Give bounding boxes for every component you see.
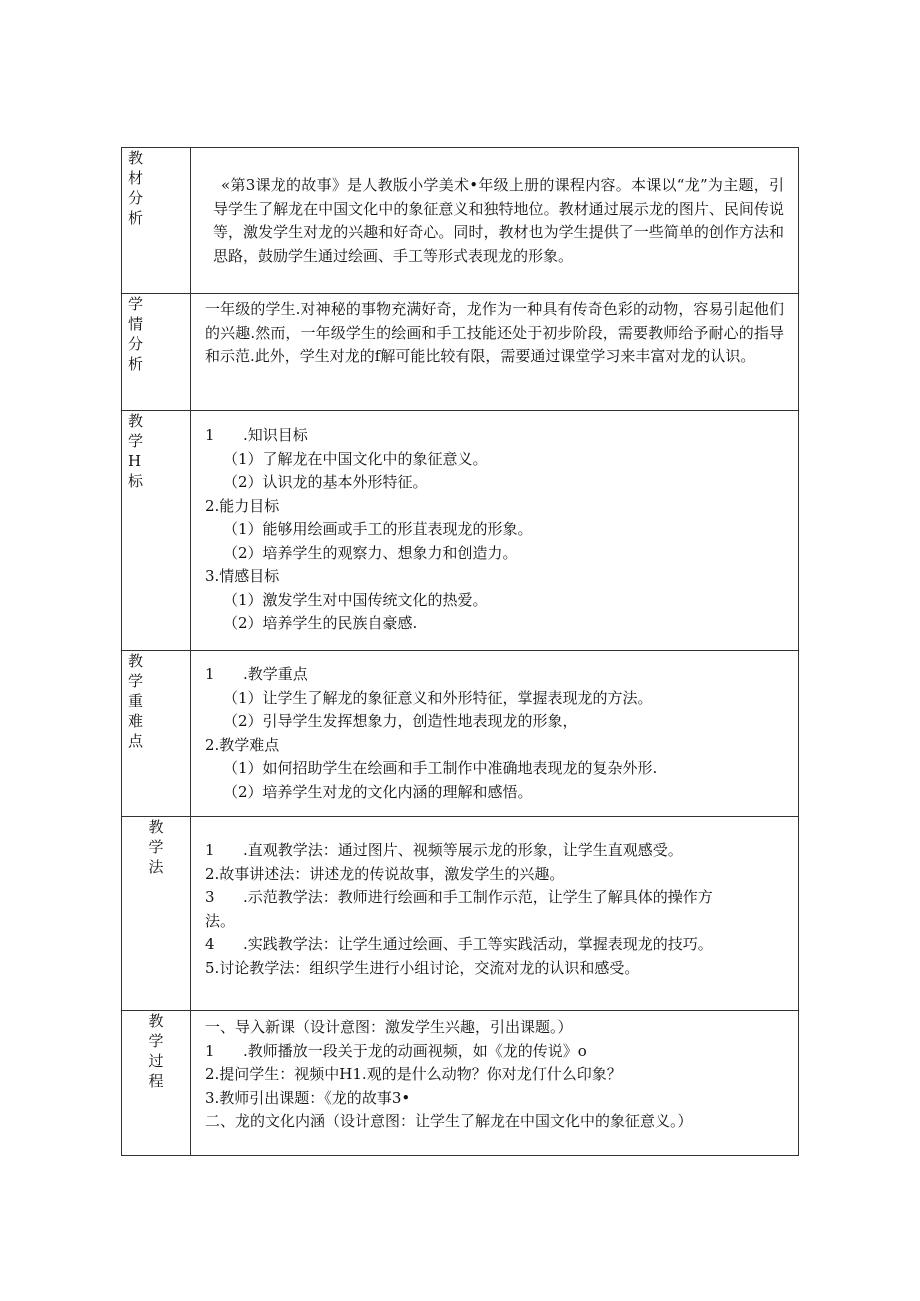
label-char: 教 [148, 818, 164, 836]
student-analysis-text: 一年级的学生.对神秘的事物充满好奇，龙作为一种具有传奇色彩的动物，容易引起他们的兴趣.然而，一年级学生的绘画和手工技能还处于初步阶段，需要教师给予耐心的指导和示范.此外，学生对龙的f解可能比较有限，需要通过课堂学习来丰富对龙的认识。 [205, 300, 784, 365]
label-char: 点 [128, 732, 144, 750]
label-char: 程 [148, 1072, 164, 1090]
method-item-continuation: 法。 [205, 911, 236, 930]
label-char: 学 [148, 838, 164, 856]
keypoint-item: （1）如何招助学生在绘画和手工制作中准确地表现龙的复杂外形. [223, 759, 658, 777]
label-char: 析 [128, 355, 144, 373]
objective-item: （2）培养学生的民族自豪感. [223, 614, 418, 632]
row-content-keypoints [191, 651, 799, 817]
row-content-process [191, 1011, 799, 1156]
label-char: 重 [128, 692, 144, 710]
row-content-objectives [191, 411, 799, 651]
objective-heading: 3.情感目标 [205, 567, 280, 585]
label-char: 教 [128, 652, 144, 670]
row-label-process [122, 1011, 191, 1156]
label-char: 学 [128, 432, 144, 450]
label-char: 分 [128, 189, 144, 207]
label-char: H [128, 452, 142, 470]
label-char: 难 [128, 712, 144, 730]
label-char: 分 [128, 335, 144, 353]
row-label-keypoints [122, 651, 191, 817]
keypoint-item: （1）让学生了解龙的象征意义和外形特征，掌握表现龙的方法。 [223, 688, 653, 707]
objective-item: （1）激发学生对中国传统文化的热爱。 [223, 590, 488, 609]
row-content-students [191, 294, 799, 411]
table-row-methods [122, 817, 799, 1011]
keypoint-heading: 2.教学难点 [205, 735, 280, 754]
label-char: 过 [148, 1052, 164, 1070]
method-item: 3 .示范教学法：教师进行绘画和手工制作示范，让学生了解具体的操作方 [205, 888, 713, 906]
process-step: 1 .教师播放一段关于龙的动画视频，如《龙的传说》o [205, 1041, 587, 1060]
table-row-keypoints [122, 651, 799, 817]
process-section-heading: 一、导入新课（设计意图：激发学生兴趣，引出课题。） [205, 1018, 573, 1036]
objective-heading: 1 .知识目标 [205, 426, 308, 444]
row-label-students [122, 294, 191, 411]
label-char: 标 [128, 472, 144, 490]
row-label-objectives [122, 411, 191, 651]
objective-heading: 2.能力目标 [205, 496, 280, 515]
label-char: 教 [148, 1012, 164, 1030]
method-item: 4 .实践教学法：让学生通过绘画、手工等实践活动，掌握表现龙的技巧。 [205, 935, 713, 953]
table-row-process [122, 1011, 799, 1156]
row-label-methods [122, 817, 191, 1011]
label-char: 教 [128, 149, 144, 167]
method-item: 1 .直观教学法：通过图片、视频等展示龙的形象，让学生直观感受。 [205, 841, 683, 859]
keypoint-item: （2）培养学生对龙的文化内涵的理解和感悟。 [223, 782, 533, 801]
table-row-students [122, 294, 799, 411]
row-content-material [191, 148, 799, 294]
label-char: 情 [128, 315, 144, 333]
row-label-material [122, 148, 191, 294]
table-row-objectives [122, 411, 799, 651]
process-step: 3.教师引出课题：《龙的故事3• [205, 1088, 411, 1107]
row-content-methods [191, 817, 799, 1011]
material-analysis-text: «第3课龙的故事》是人教版小学美术•年级上册的课程内容。本课以“龙”为主题，引导学生了解龙在中国文化中的象征意义和独特地位。教材通过展示龙的图片、民间传说等，激发学生对龙的兴趣和好奇心。同时，教材也为学生提供了一些简单的创作方法和思路，鼓励学生通过绘画、手工等形式表现龙的形象。 [213, 176, 784, 265]
objective-item: （1）能够用绘画或手工的形苴表现龙的形象。 [223, 520, 533, 538]
objective-item: （2）认识龙的基本外形特征。 [223, 473, 428, 491]
table-row-material [122, 148, 799, 294]
process-section-heading: 二、龙的文化内涵（设计意图：让学生了解龙在中国文化中的象征意义。） [205, 1112, 693, 1130]
label-char: 学 [128, 295, 144, 313]
objective-item: （1）了解龙在中国文化中的象征意义。 [223, 449, 488, 468]
label-char: 法 [148, 858, 164, 876]
keypoint-heading: 1 .教学重点 [205, 665, 308, 683]
objective-item: （2）培养学生的观察力、想象力和创造力。 [223, 543, 518, 562]
label-char: 学 [148, 1032, 164, 1050]
process-step: 2.提问学生：视频中H1.观的是什么动物？你对龙仃什么印象？ [205, 1065, 622, 1083]
label-char: 学 [128, 672, 144, 690]
label-char: 析 [128, 209, 144, 227]
label-char: 教 [128, 412, 144, 430]
label-char: 材 [128, 169, 144, 187]
lesson-plan-table [121, 147, 799, 1156]
method-item: 2.故事讲述法：讲述龙的传说故事，激发学生的兴趣。 [205, 864, 565, 883]
method-item: 5.讨论教学法：组织学生进行小组讨论，交流对龙的认识和感受。 [205, 958, 640, 977]
keypoint-item: （2）引导学生发挥想象力，创造性地表现龙的形象， [223, 712, 578, 730]
